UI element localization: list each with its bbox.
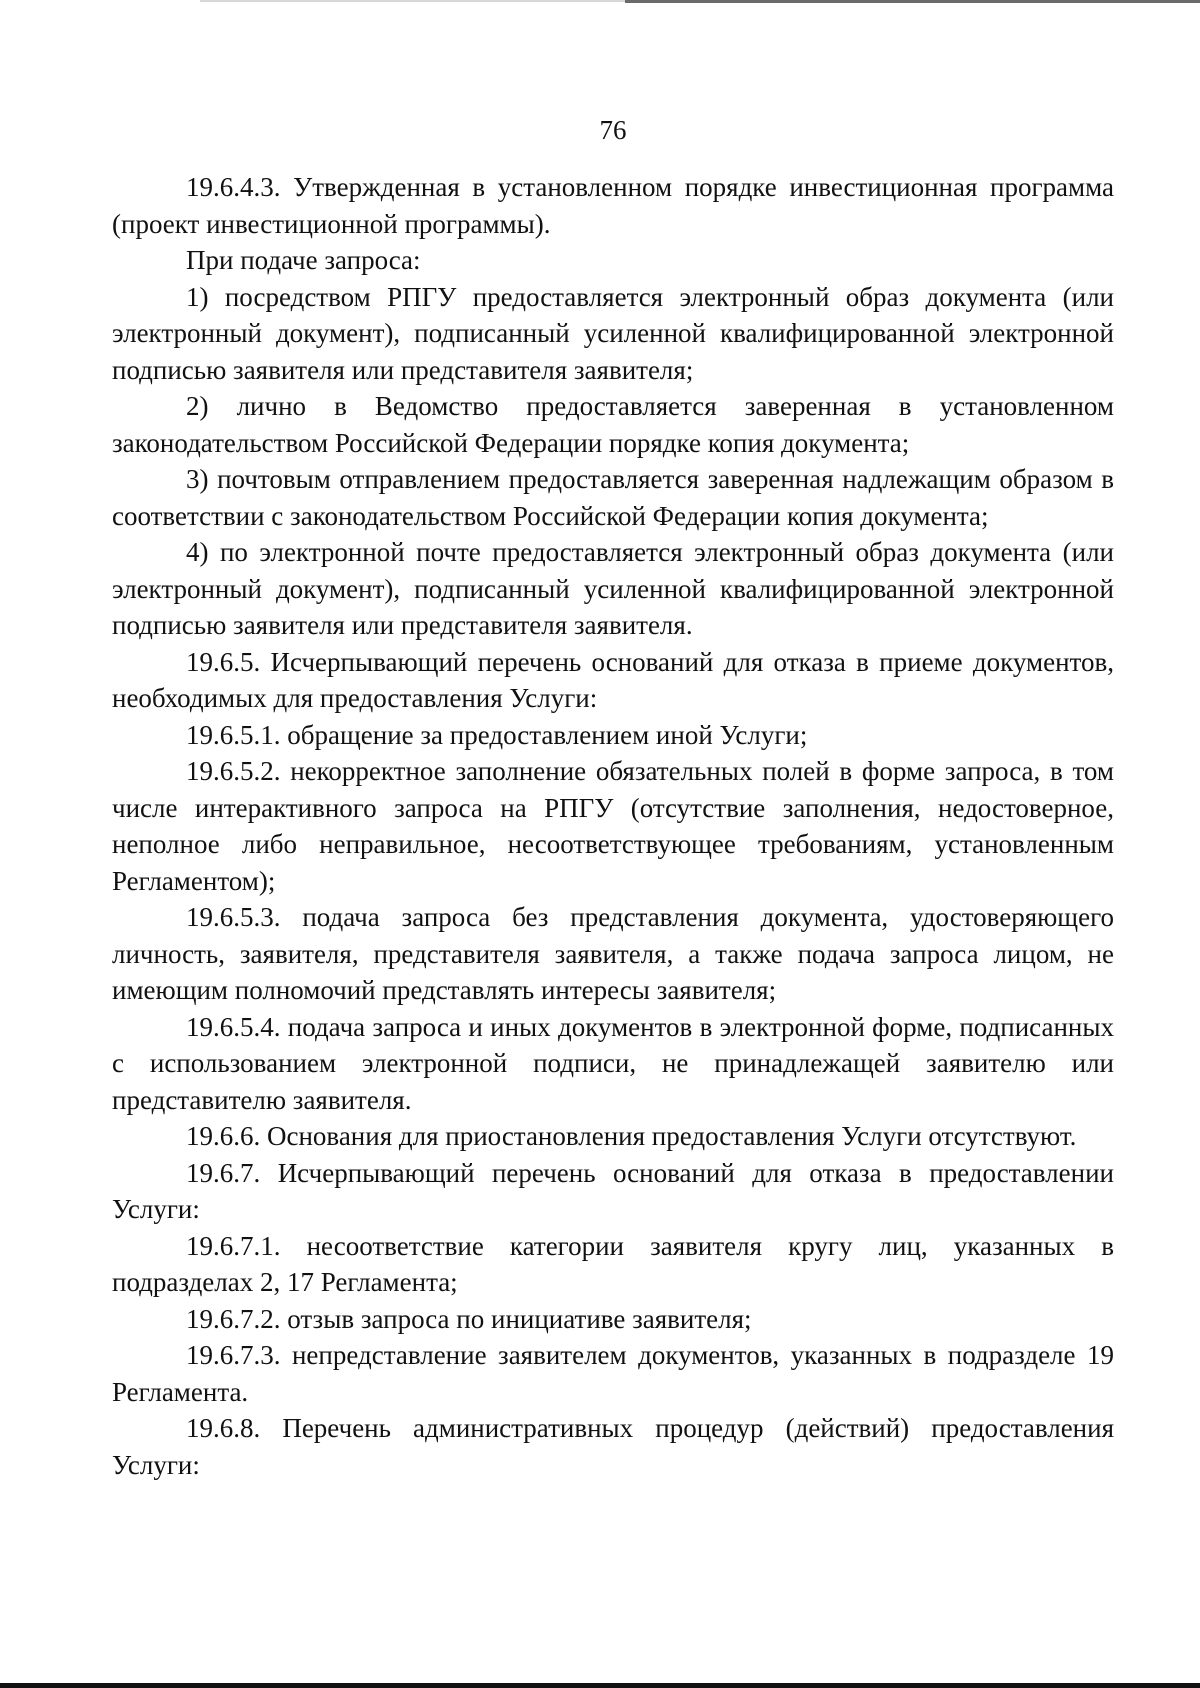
scan-edge-top-dark: [625, 0, 1200, 3]
paragraph-19-6-5-3: 19.6.5.3. подача запроса без представления документа, удостоверяющего личность, заявителя, представителя заявителя, а также подача запроса лицом, не имеющим полномочий представлять интересы заявителя;: [112, 902, 1114, 1005]
paragraph-submission-intro: При подаче запроса:: [186, 245, 421, 275]
paragraph-19-6-5-4: 19.6.5.4. подача запроса и иных документов в электронной форме, подписанных с использованием электронной подписи, не принадлежащей заявителю или представителю заявителя.: [112, 1011, 1114, 1115]
paragraph-19-6-7-1: 19.6.7.1. несоответствие категории заявителя кругу лиц, указанных в подразделах 2, 17 Регламента;: [112, 1230, 1114, 1297]
paragraph-19-6-5-1: 19.6.5.1. обращение за предоставлением иной Услуги;: [186, 719, 808, 750]
paragraph-item-2: 2) лично в Ведомство предоставляется заверенная в установленном законодательством Российской Федерации порядке копия документа;: [112, 391, 1114, 458]
paragraph-19-6-5-2: 19.6.5.2. некорректное заполнение обязательных полей в форме запроса, в том числе интерактивного запроса на РПГУ (отсутствие заполнения, недостоверное, неполное либо неправильное, несоответствующее требованиям, установленным Регламентом);: [112, 756, 1114, 896]
paragraph-19-6-8: 19.6.8. Перечень административных процедур (действий) предоставления Услуги:: [112, 1413, 1114, 1480]
paragraph-item-1: 1) посредством РПГУ предоставляется электронный образ документа (или электронный документ), подписанный усиленной квалифицированной электронной подписью заявителя или представителя заявителя;: [112, 281, 1114, 385]
paragraph-19-6-7: 19.6.7. Исчерпывающий перечень оснований для отказа в предоставлении Услуги:: [112, 1157, 1114, 1224]
scan-edge-bottom: [0, 1683, 1200, 1688]
paragraph-item-3: 3) почтовым отправлением предоставляется заверенная надлежащим образом в соответствии с законодательством Российской Федерации копия документа;: [112, 464, 1114, 531]
paragraph-19-6-5: 19.6.5. Исчерпывающий перечень оснований для отказа в приеме документов, необходимых для предоставления Услуги:: [112, 646, 1114, 713]
paragraph-19-6-4-3: 19.6.4.3. Утвержденная в установленном порядке инвестиционная программа (проект инвестиционной программы).: [112, 172, 1114, 239]
page-number: 76: [599, 115, 627, 145]
paragraph-19-6-6: 19.6.6. Основания для приостановления предоставления Услуги отсутствуют.: [186, 1121, 1077, 1151]
document-page: [112, 112, 1114, 1483]
paragraph-19-6-7-2: 19.6.7.2. отзыв запроса по инициативе заявителя;: [186, 1303, 752, 1334]
paragraph-item-4: 4) по электронной почте предоставляется электронный образ документа (или электронный документ), подписанный усиленной квалифицированной электронной подписью заявителя или представителя заявителя.: [112, 537, 1114, 640]
paragraph-19-6-7-3: 19.6.7.3. непредставление заявителем документов, указанных в подразделе 19 Регламента.: [112, 1340, 1114, 1407]
